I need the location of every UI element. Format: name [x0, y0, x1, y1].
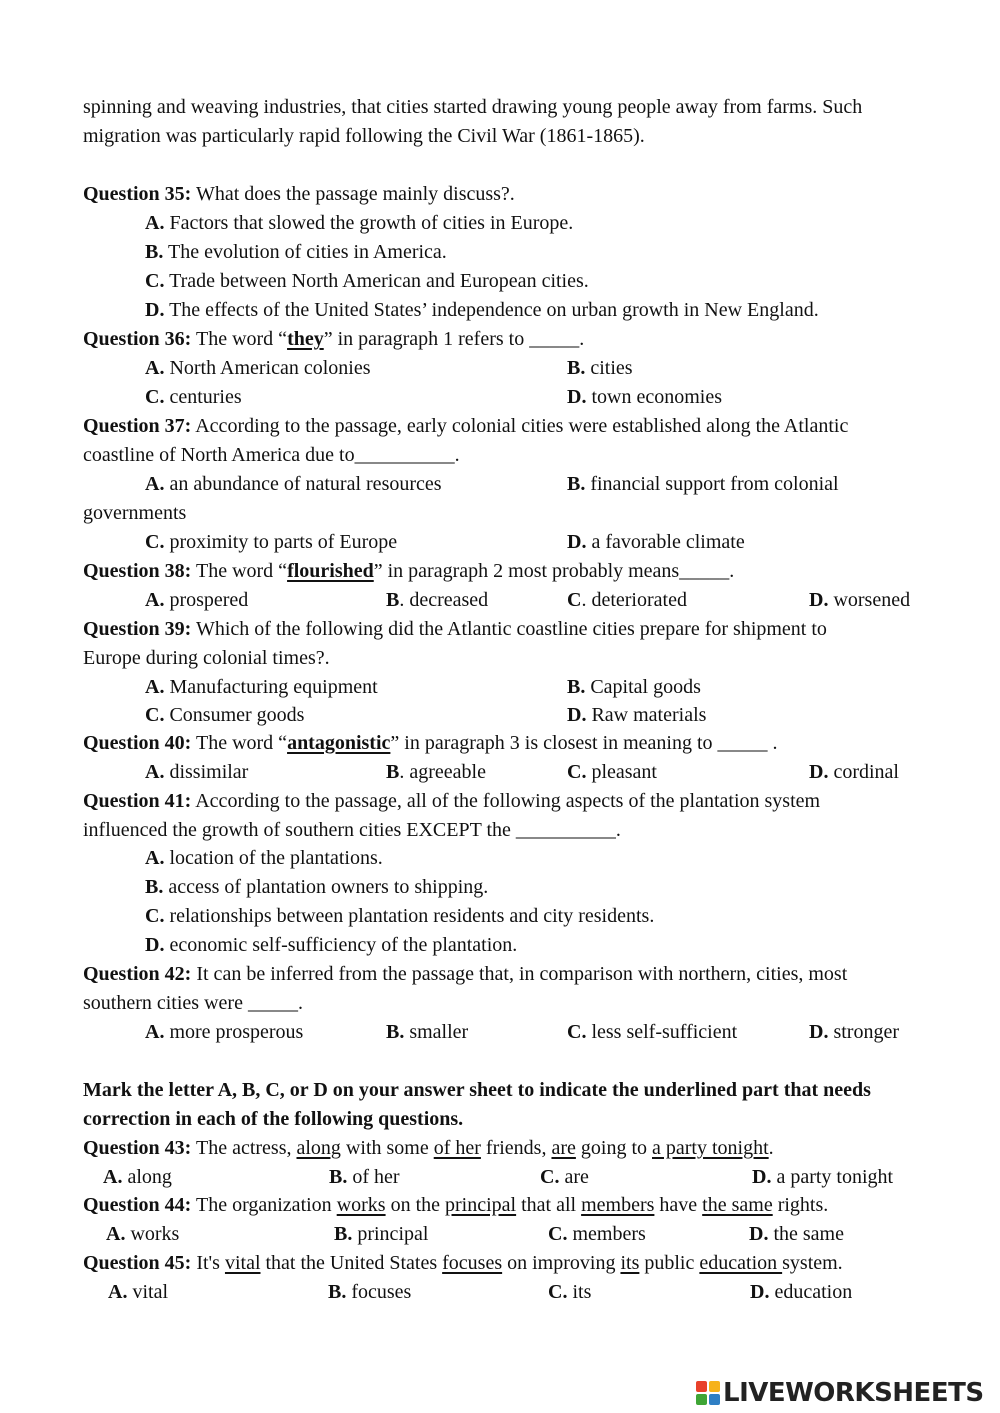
- target-word: they: [287, 328, 324, 350]
- underlined-part: vital: [224, 1252, 261, 1274]
- option-b-continued: governments: [83, 502, 187, 524]
- option-c: C. centuries: [145, 386, 242, 408]
- option-d: D. The effects of the United States’ independence on urban growth in New England.: [145, 299, 819, 321]
- question-text: coastline of North America due to__________.: [83, 444, 460, 466]
- underlined-part: members: [581, 1194, 655, 1216]
- question-label: Question 42:: [83, 963, 192, 985]
- logo-text: LIVEWORKSHEETS: [723, 1378, 984, 1408]
- underlined-part: works: [336, 1194, 386, 1216]
- option-c: C. relationships between plantation residents and city residents.: [145, 905, 655, 927]
- logo-square: [709, 1394, 720, 1405]
- liveworksheets-logo[interactable]: [696, 1377, 984, 1409]
- option-c: C. are: [540, 1166, 589, 1188]
- option-b: B. principal: [334, 1223, 429, 1245]
- option-a: A. vital: [108, 1281, 168, 1303]
- option-d: D. cordinal: [809, 761, 899, 783]
- question-41: Question 41: According to the passage, all of the following aspects of the plantation system: [83, 790, 821, 812]
- underlined-part: focuses: [442, 1252, 503, 1274]
- option-a: A. prospered: [145, 589, 249, 611]
- option-a: A. works: [106, 1223, 180, 1245]
- logo-square: [709, 1381, 720, 1392]
- option-b: B. of her: [329, 1166, 400, 1188]
- question-label: Question 43:: [83, 1137, 192, 1159]
- question-44: Question 44: The organization works on the principal that all members have the same rights.: [83, 1194, 829, 1216]
- option-b: B. The evolution of cities in America.: [145, 241, 447, 263]
- question-label: Question 36:: [83, 328, 192, 350]
- question-40: Question 40: The word “antagonistic” in paragraph 3 is closest in meaning to _____ .: [83, 732, 778, 754]
- underlined-part: a party tonight: [652, 1137, 769, 1159]
- option-b: B. financial support from colonial: [567, 473, 839, 495]
- option-b: B. agreeable: [386, 761, 486, 783]
- question-42: Question 42: It can be inferred from the passage that, in comparison with northern, cities, most: [83, 963, 848, 985]
- question-text: What does the passage mainly discuss?.: [191, 183, 515, 205]
- question-label: Question 37:: [83, 415, 192, 437]
- option-b: B. decreased: [386, 589, 489, 611]
- underlined-part: its: [620, 1252, 640, 1274]
- passage-line: spinning and weaving industries, that cities started drawing young people away from farms. Such: [83, 96, 863, 118]
- option-a: A. North American colonies: [145, 357, 371, 379]
- option-d: D. town economies: [567, 386, 722, 408]
- option-d: D. a party tonight: [752, 1166, 894, 1188]
- liveworksheets-logo-icon: [696, 1381, 720, 1405]
- option-b: B. cities: [567, 357, 633, 379]
- question-text: Europe during colonial times?.: [83, 647, 330, 669]
- question-43: Question 43: The actress, along with some of her friends, are going to a party tonight.: [83, 1137, 774, 1159]
- underlined-part: along: [296, 1137, 341, 1159]
- question-38: Question 38: The word “flourished” in paragraph 2 most probably means_____.: [83, 560, 735, 582]
- option-d: D. economic self-sufficiency of the plantation.: [145, 934, 518, 956]
- option-c: C. its: [548, 1281, 592, 1303]
- underlined-part: are: [551, 1137, 576, 1159]
- question-label: Question 35:: [83, 183, 192, 205]
- question-label: Question 39:: [83, 618, 192, 640]
- question-35: [83, 182, 515, 206]
- option-d: D. Raw materials: [567, 704, 707, 726]
- option-c: C. deteriorated: [567, 589, 687, 611]
- underlined-part: of her: [433, 1137, 481, 1159]
- question-text: influenced the growth of southern cities EXCEPT the __________.: [83, 819, 621, 841]
- option-a: A. more prosperous: [145, 1021, 304, 1043]
- question-text: southern cities were _____.: [83, 992, 303, 1014]
- option-d: D. worsened: [809, 589, 911, 611]
- option-c: C. pleasant: [567, 761, 657, 783]
- option-a: A. along: [103, 1166, 172, 1188]
- question-37: Question 37: According to the passage, early colonial cities were established along the Atlantic: [83, 415, 849, 437]
- option-b: B. Capital goods: [567, 676, 701, 698]
- section-instruction: correction in each of the following questions.: [83, 1108, 464, 1130]
- option-c: C. Trade between North American and European cities.: [145, 270, 589, 292]
- option-b: B. access of plantation owners to shipping.: [145, 876, 489, 898]
- option-a: A. Manufacturing equipment: [145, 676, 378, 698]
- option-d: D. education: [750, 1281, 853, 1303]
- option-a: A. location of the plantations.: [145, 847, 383, 869]
- logo-square: [696, 1394, 707, 1405]
- underlined-part: the same: [702, 1194, 773, 1216]
- logo-square: [696, 1381, 707, 1392]
- underlined-part: education: [699, 1252, 783, 1274]
- question-45: Question 45: It's vital that the United States focuses on improving its public education system.: [83, 1252, 843, 1274]
- option-c: C. Consumer goods: [145, 704, 305, 726]
- question-label: Question 45:: [83, 1252, 192, 1274]
- question-label: Question 44:: [83, 1194, 192, 1216]
- option-a: A. an abundance of natural resources: [145, 473, 442, 495]
- section-instruction: Mark the letter A, B, C, or D on your answer sheet to indicate the underlined part that needs: [83, 1079, 871, 1101]
- option-b: B. focuses: [328, 1281, 412, 1303]
- option-d: D. stronger: [809, 1021, 899, 1043]
- underlined-part: principal: [445, 1194, 517, 1216]
- question-39: Question 39: Which of the following did the Atlantic coastline cities prepare for shipment to: [83, 618, 827, 640]
- option-c: C. less self-sufficient: [567, 1021, 738, 1043]
- question-label: Question 40:: [83, 732, 192, 754]
- option-a: A. dissimilar: [145, 761, 249, 783]
- option-c: C. members: [548, 1223, 646, 1245]
- option-b: B. smaller: [386, 1021, 469, 1043]
- option-a: A. Factors that slowed the growth of cities in Europe.: [145, 212, 574, 234]
- target-word: flourished: [287, 560, 374, 582]
- option-d: D. a favorable climate: [567, 531, 745, 553]
- option-d: D. the same: [749, 1223, 844, 1245]
- target-word: antagonistic: [287, 732, 391, 754]
- option-c: C. proximity to parts of Europe: [145, 531, 398, 553]
- question-label: Question 38:: [83, 560, 192, 582]
- question-36: Question 36: The word “they” in paragraph 1 refers to _____.: [83, 328, 585, 350]
- passage-line: migration was particularly rapid following the Civil War (1861-1865).: [83, 125, 645, 147]
- question-label: Question 41:: [83, 790, 192, 812]
